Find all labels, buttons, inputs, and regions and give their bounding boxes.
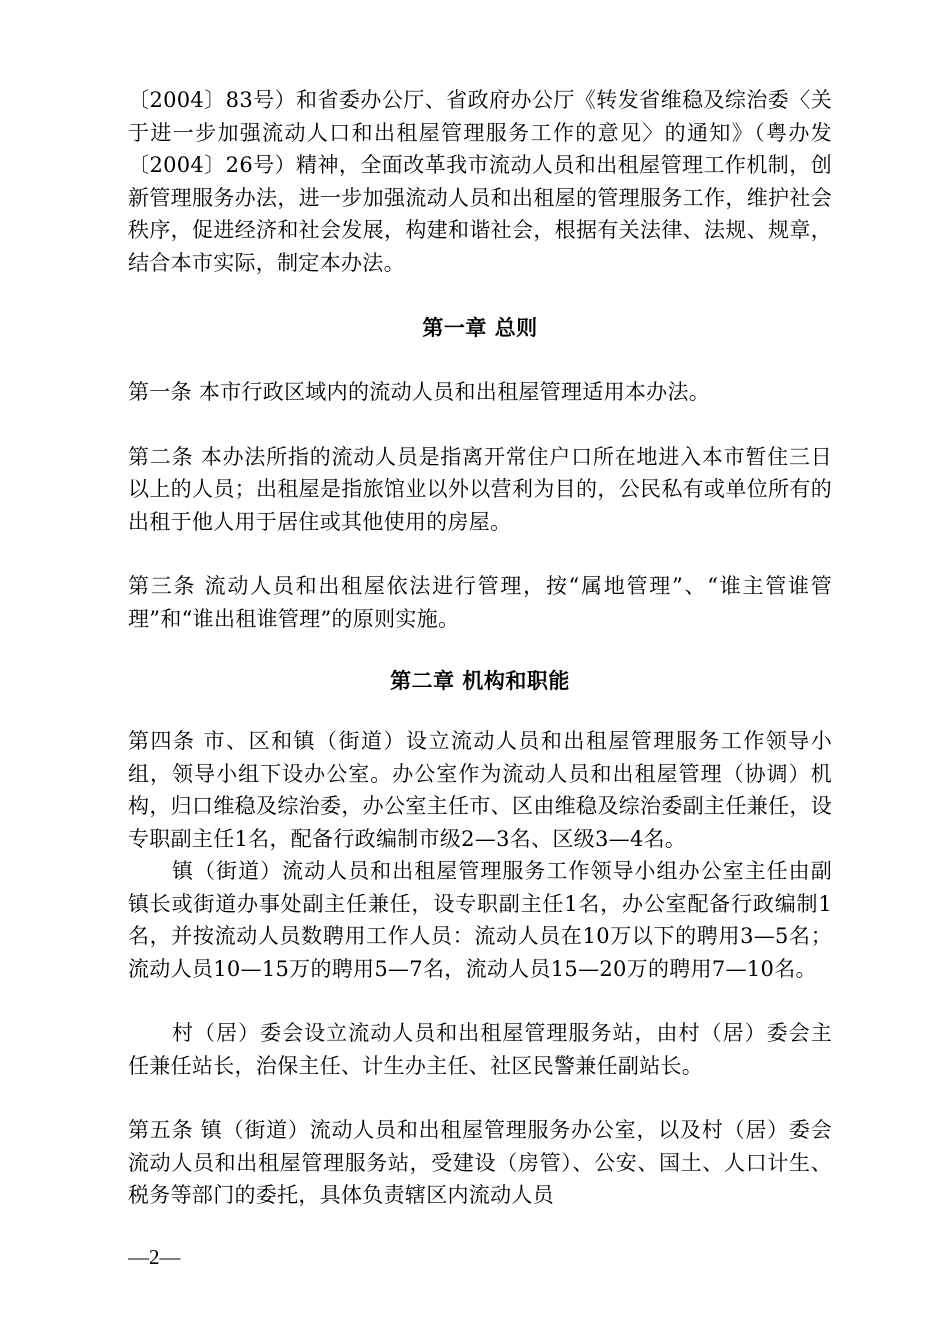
chapter-2-title: 第二章 机构和职能 <box>390 669 570 693</box>
article-4: 第四条 市、区和镇（街道）设立流动人员和出租屋管理服务工作领导小组，领导小组下设办公室。办公室作为流动人员和出租屋管理（协调）机构，归口维稳及综治委，办公室主任市、区由维稳及综治委副主任兼任，设专职副主任1名，配备行政编制市级2—3名、区级3—4名。 <box>128 729 832 851</box>
article-2: 第二条 本办法所指的流动人员是指离开常住户口所在地进入本市暂住三日以上的人员；出租屋是指旅馆业以外以营利为目的，公民私有或单位所有的出租于他人用于居住或其他使用的房屋。 <box>128 444 832 534</box>
page-number: —2— <box>128 1245 181 1269</box>
article-3: 第三条 流动人员和出租屋依法进行管理，按“属地管理”、“谁主管谁管理”和“谁出租谁管理”的原则实施。 <box>128 574 832 631</box>
article-5: 第五条 镇（街道）流动人员和出租屋管理服务办公室，以及村（居）委会流动人员和出租屋管理服务站，受建设（房管）、公安、国土、人口计生、税务等部门的委托，具体负责辖区内流动人员 <box>128 1118 832 1207</box>
article-4-paragraph-3: 村（居）委会设立流动人员和出租屋管理服务站，由村（居）委会主任兼任站长，治保主任、计生办主任、社区民警兼任副站长。 <box>128 1021 832 1078</box>
article-1: 第一条 本市行政区域内的流动人员和出租屋管理适用本办法。 <box>128 380 711 404</box>
article-4-paragraph-2: 镇（街道）流动人员和出租屋管理服务工作领导小组办公室主任由副镇长或街道办事处副主任兼任，设专职副主任1名，办公室配备行政编制1名，并按流动人员数聘用工作人员：流动人员在10万以下的聘用3—5名；流动人员10—15万的聘用5—7名，流动人员15—20万的聘用7—10名。 <box>128 859 832 981</box>
document-body <box>128 84 832 1212</box>
intro-paragraph: 〔2004〕83号）和省委办公厅、省政府办公厅《转发省维稳及综治委〈关于进一步加强流动人口和出租屋管理服务工作的意见〉的通知》（粤办发〔2004〕26号）精神，全面改革我市流动人员和出租屋管理工作机制，创新管理服务办法，进一步加强流动人员和出租屋的管理服务工作，维护社会秩序，促进经济和社会发展，构建和谐社会，根据有关法律、法规、规章，结合本市实际，制定本办法。 <box>128 88 832 275</box>
chapter-1-title: 第一章 总则 <box>422 316 538 340</box>
